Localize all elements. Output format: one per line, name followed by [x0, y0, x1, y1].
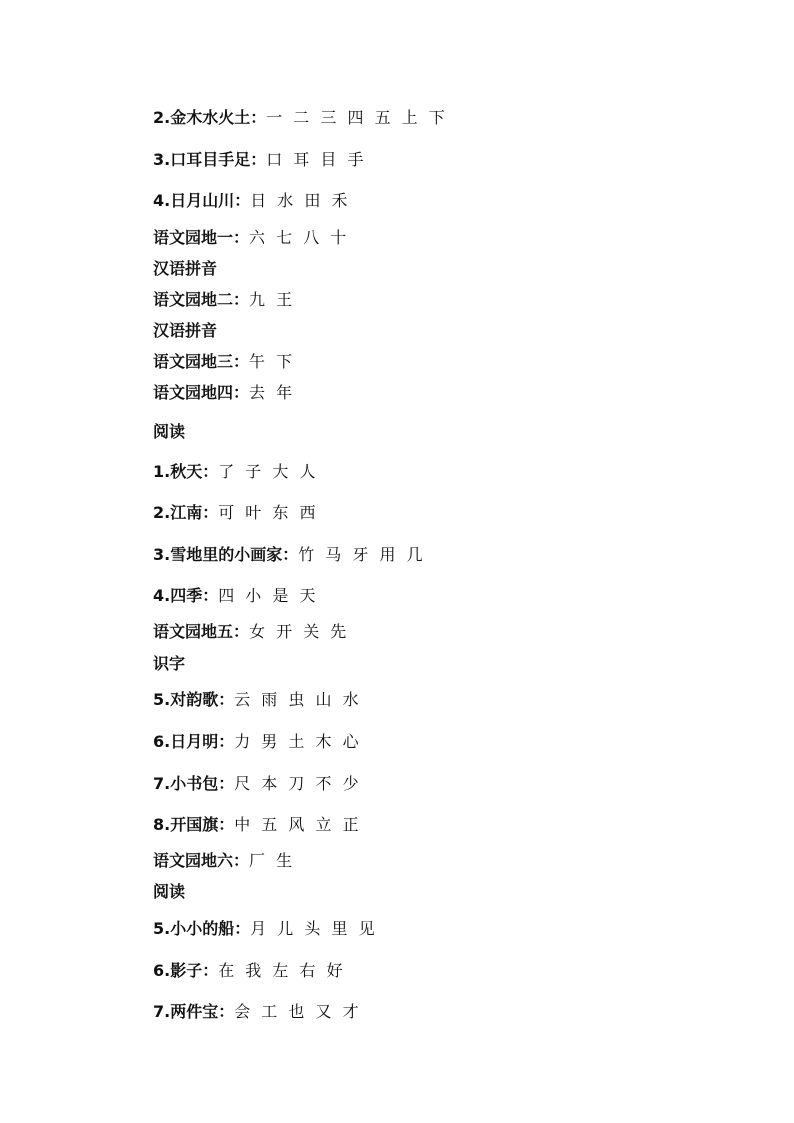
lesson-label: 语文园地五：: [153, 622, 250, 641]
lesson-label: 8.开国旗：: [153, 815, 235, 834]
lesson-line: [153, 919, 375, 939]
lesson-characters: 口 耳 目 手: [266, 150, 364, 169]
lesson-label: 5.对韵歌：: [153, 690, 235, 709]
lesson-line: [153, 690, 359, 710]
section-heading: [153, 321, 217, 341]
lesson-line: [153, 851, 292, 871]
lesson-line: [153, 108, 445, 128]
lesson-line: [153, 622, 346, 642]
lesson-line: [153, 545, 423, 565]
lesson-label: 语文园地四：: [153, 383, 250, 402]
lesson-line: [153, 290, 292, 310]
lesson-label: 语文园地一：: [153, 228, 250, 247]
lesson-label: 5.小小的船：: [153, 919, 251, 938]
lesson-line: [153, 383, 292, 403]
lesson-line: [153, 815, 359, 835]
lesson-line: [153, 352, 292, 372]
lesson-line: [153, 732, 359, 752]
section-label: 识字: [153, 654, 186, 673]
lesson-label: 6.影子：: [153, 961, 219, 980]
lesson-line: [153, 586, 315, 606]
lesson-characters: 日 水 田 禾: [250, 191, 348, 210]
lesson-label: 1.秋天：: [153, 462, 219, 481]
lesson-characters: 会 工 也 又 才: [234, 1002, 359, 1021]
lesson-characters: 厂 生: [249, 851, 293, 870]
lesson-label: 2.江南：: [153, 503, 219, 522]
section-heading: [153, 259, 217, 279]
lesson-characters: 六 七 八 十: [249, 228, 347, 247]
lesson-characters: 女 开 关 先: [249, 622, 347, 641]
lesson-characters: 四 小 是 天: [218, 586, 316, 605]
lesson-line: [153, 774, 359, 794]
lesson-characters: 尺 本 刀 不 少: [234, 774, 359, 793]
lesson-label: 语文园地六：: [153, 851, 250, 870]
lesson-characters: 中 五 风 立 正: [234, 815, 359, 834]
section-label: 阅读: [153, 422, 186, 441]
lesson-label: 语文园地二：: [153, 290, 250, 309]
lesson-characters: 竹 马 牙 用 几: [298, 545, 423, 564]
lesson-line: [153, 462, 315, 482]
section-label: 汉语拼音: [153, 321, 218, 340]
lesson-label: 3.口耳目手足：: [153, 150, 267, 169]
section-heading: [153, 422, 185, 442]
lesson-label: 7.小书包：: [153, 774, 235, 793]
lesson-line: [153, 228, 346, 248]
lesson-line: [153, 503, 315, 523]
lesson-label: 6.日月明：: [153, 732, 235, 751]
section-heading: [153, 654, 185, 674]
lesson-line: [153, 150, 363, 170]
lesson-line: [153, 191, 347, 211]
section-label: 汉语拼音: [153, 259, 218, 278]
lesson-label: 语文园地三：: [153, 352, 250, 371]
lesson-label: 3.雪地里的小画家：: [153, 545, 299, 564]
lesson-label: 7.两件宝：: [153, 1002, 235, 1021]
section-label: 阅读: [153, 882, 186, 901]
lesson-label: 4.日月山川：: [153, 191, 251, 210]
lesson-label: 2.金木水火土：: [153, 108, 267, 127]
lesson-characters: 月 儿 头 里 见: [250, 919, 375, 938]
lesson-characters: 了 子 大 人: [218, 462, 316, 481]
lesson-characters: 在 我 左 右 好: [218, 961, 343, 980]
lesson-characters: 九 王: [249, 290, 293, 309]
lesson-characters: 午 下: [249, 352, 293, 371]
lesson-characters: 云 雨 虫 山 水: [234, 690, 359, 709]
lesson-characters: 去 年: [249, 383, 293, 402]
lesson-label: 4.四季：: [153, 586, 219, 605]
section-heading: [153, 882, 185, 902]
lesson-characters: 可 叶 东 西: [218, 503, 316, 522]
lesson-characters: 一 二 三 四 五 上 下: [266, 108, 445, 127]
lesson-line: [153, 1002, 359, 1022]
lesson-line: [153, 961, 343, 981]
lesson-characters: 力 男 土 木 心: [234, 732, 359, 751]
